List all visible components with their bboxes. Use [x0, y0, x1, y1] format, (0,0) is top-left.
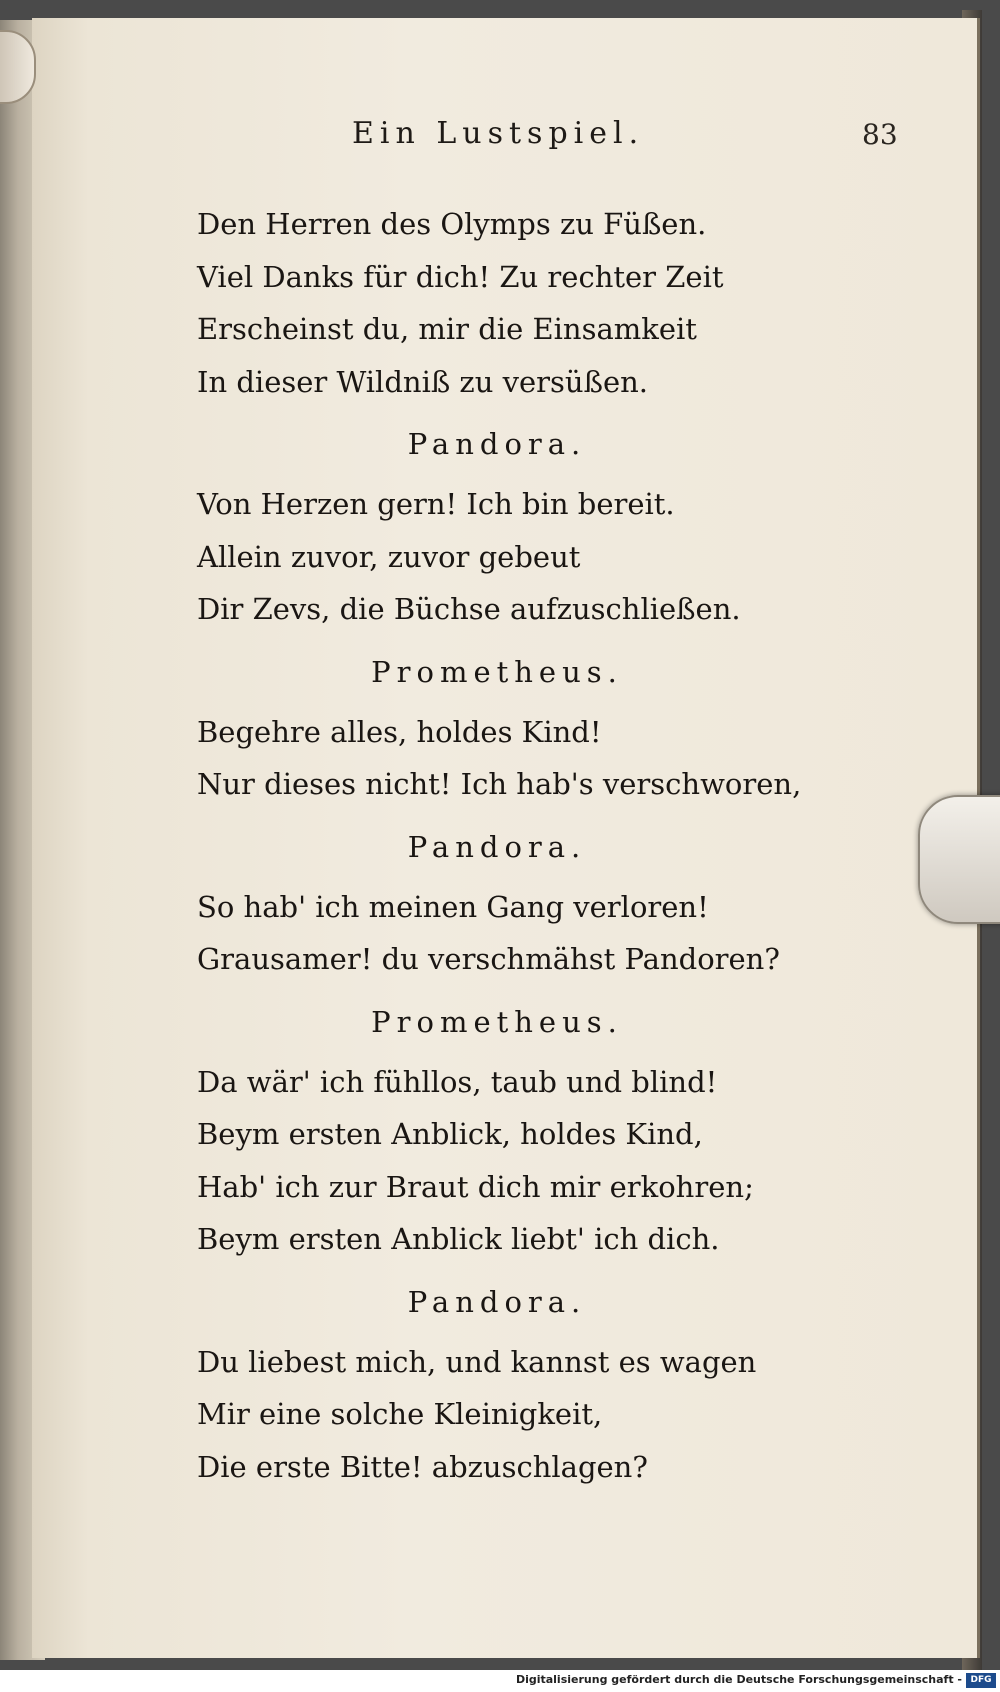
verse-line: Begehre alles, holdes Kind!	[197, 714, 602, 749]
verse-line: Grausamer! du verschmähst Pandoren?	[197, 942, 780, 976]
verse-line: Nur dieses nicht! Ich hab's verschworen,	[197, 767, 802, 801]
verse-line: Erscheinst du, mir die Einsamkeit	[197, 312, 697, 346]
speaker-name: Pandora.	[407, 427, 587, 461]
page-number: 83	[862, 118, 898, 151]
verse-line: Du liebest mich, und kannst es wagen	[197, 1344, 757, 1379]
verse-line: Beym ersten Anblick, holdes Kind,	[197, 1117, 703, 1151]
running-title: Ein Lustspiel.	[352, 116, 645, 151]
speaker-name: Pandora.	[407, 829, 587, 864]
speaker-name: Prometheus.	[371, 654, 623, 689]
dfg-logo: DFG	[966, 1673, 996, 1688]
footer-bar	[0, 1670, 1000, 1692]
verse-line: Von Herzen gern! Ich bin bereit.	[197, 487, 675, 521]
verse-line: Allein zuvor, zuvor gebeut	[197, 539, 581, 574]
verse-line: Den Herren des Olymps zu Füßen.	[197, 207, 707, 241]
verse-line: Beym ersten Anblick liebt' ich dich.	[197, 1222, 720, 1256]
page-clip-right	[918, 795, 1000, 924]
speaker-name: Prometheus.	[371, 1004, 623, 1039]
digitization-credit: Digitalisierung gefördert durch die Deutsche Forschungsgemeinschaft -	[515, 1673, 962, 1686]
verse-line: Mir eine solche Kleinigkeit,	[197, 1397, 603, 1431]
book-page	[32, 18, 980, 1658]
verse-line: Hab' ich zur Braut dich mir erkohren;	[197, 1169, 754, 1204]
verse-line: So hab' ich meinen Gang verloren!	[197, 889, 709, 924]
verse-line: In dieser Wildniß zu versüßen.	[197, 364, 649, 399]
verse-line: Die erste Bitte! abzuschlagen?	[197, 1449, 648, 1484]
verse-text-block	[197, 198, 917, 1493]
speaker-name: Pandora.	[407, 1284, 587, 1319]
verse-line: Dir Zevs, die Büchse aufzuschließen.	[197, 592, 741, 626]
verse-line: Da wär' ich fühllos, taub und blind!	[197, 1064, 718, 1099]
verse-line: Viel Danks für dich! Zu rechter Zeit	[197, 259, 724, 294]
page-header	[32, 116, 977, 156]
